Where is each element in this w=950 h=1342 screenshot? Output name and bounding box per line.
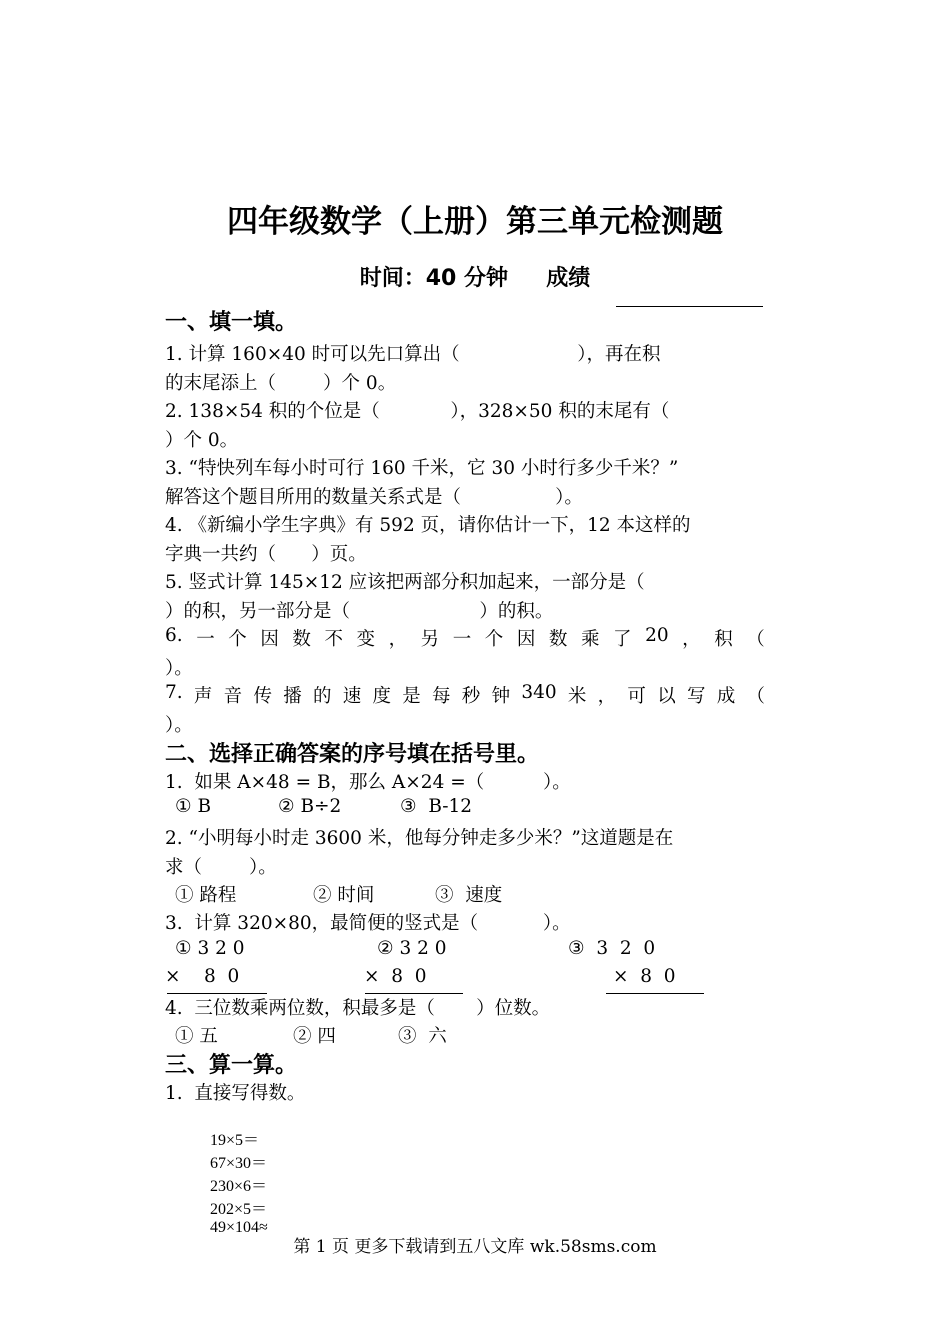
mental-math-row [202,1109,286,1237]
q1-3-line-1: 3. “特快列车每小时可行 160 千米，它 30 小时行多少千米？” [165,458,679,479]
q2-3-option-1-bottom: × 8 0 [165,966,240,987]
q1-2-line-1: 2. 138×54 积的个位是（ ），328×50 积的末尾有（ [165,401,670,422]
page-footer: 第 1 页 更多下载请到五八文库 wk.58sms.com [293,1237,657,1257]
q1-3-line-2: 解答这个题目所用的数量关系式是（ ）。 [165,487,583,508]
q2-2-option-3: ③ 速度 [435,885,503,906]
q1-4-line-2: 字典一共约（ ）页。 [165,544,367,565]
q2-1-option-2: ② B÷2 [278,796,342,817]
q2-4: 4. 三位数乘两位数，积最多是（ ）位数。 [165,998,551,1019]
q2-3-option-1-top: ① 3 2 0 [175,938,245,959]
q2-3: 3. 计算 320×80，最简便的竖式是（ ）。 [165,913,571,934]
page-title: 四年级数学（上册）第三单元检测题 [227,204,723,240]
q2-4-option-3: ③ 六 [398,1026,447,1047]
q2-2-option-1: ① 路程 [175,885,237,906]
section-2-heading: 二、选择正确答案的序号填在括号里。 [165,742,540,767]
calc-item: 67×30＝ [210,1155,268,1172]
q1-5-line-2: ）的积，另一部分是（ ）的积。 [165,601,554,622]
q1-5-line-1: 5. 竖式计算 145×12 应该把两部分积加起来，一部分是（ [165,572,645,593]
q2-3-option-3-bottom: × 8 0 [613,966,676,987]
calc-item: 19×5＝ [210,1132,260,1149]
q1-6-line-2: ）。 [165,658,193,679]
section-3-heading: 三、算一算。 [165,1053,298,1078]
q2-1-option-1: ① B [175,796,212,817]
q2-1: 1. 如果 A×48 = B，那么 A×24 =（ ）。 [165,772,571,793]
exam-info: 时间：40 分钟 成绩 [359,266,591,291]
q2-3-option-2-bottom: × 8 0 [364,966,427,987]
q1-1-line-2: 的末尾添上（ ）个 0。 [165,373,397,394]
q2-3-option-2-top: ② 3 2 0 [377,938,447,959]
q2-2-option-2: ② 时间 [313,885,375,906]
score-blank-line [616,306,763,307]
q3-1: 1. 直接写得数。 [165,1083,306,1104]
q1-1-line-1: 1. 计算 160×40 时可以先口算出（ ），再在积 [165,344,661,365]
calc-item: 230×6＝ [210,1178,268,1195]
section-1-heading: 一、填一填。 [165,310,298,335]
q1-6-line-1: 6. 一 个 因 数 不 变 ， 另 一 个 因 数 乘 了 20 ， 积 （ [165,625,765,650]
q2-2-line-2: 求（ ）。 [165,857,277,878]
q1-7-line-2: ）。 [165,715,193,736]
q1-2-line-2: ）个 0。 [165,430,239,451]
calc-item: 202×5＝ [210,1201,268,1218]
q1-4-line-1: 4. 《新编小学生字典》有 592 页，请你估计一下，12 本这样的 [165,515,691,536]
q2-1-option-3: ③ B-12 [400,796,473,817]
q2-4-option-2: ② 四 [293,1026,336,1047]
q1-7-line-1: 7. 声 音 传 播 的 速 度 是 每 秒 钟 340 米 ， 可 以 写 成 （ [165,682,765,707]
calc-item: 49×104≈ [210,1219,268,1236]
q2-3-option-3-top: ③ 3 2 0 [568,938,656,959]
q2-4-option-1: ① 五 [175,1026,218,1047]
q2-2-line-1: 2. “小明每小时走 3600 米，他每分钟走多少米？”这道题是在 [165,828,674,849]
q2-3-option-3-underline [606,993,704,994]
